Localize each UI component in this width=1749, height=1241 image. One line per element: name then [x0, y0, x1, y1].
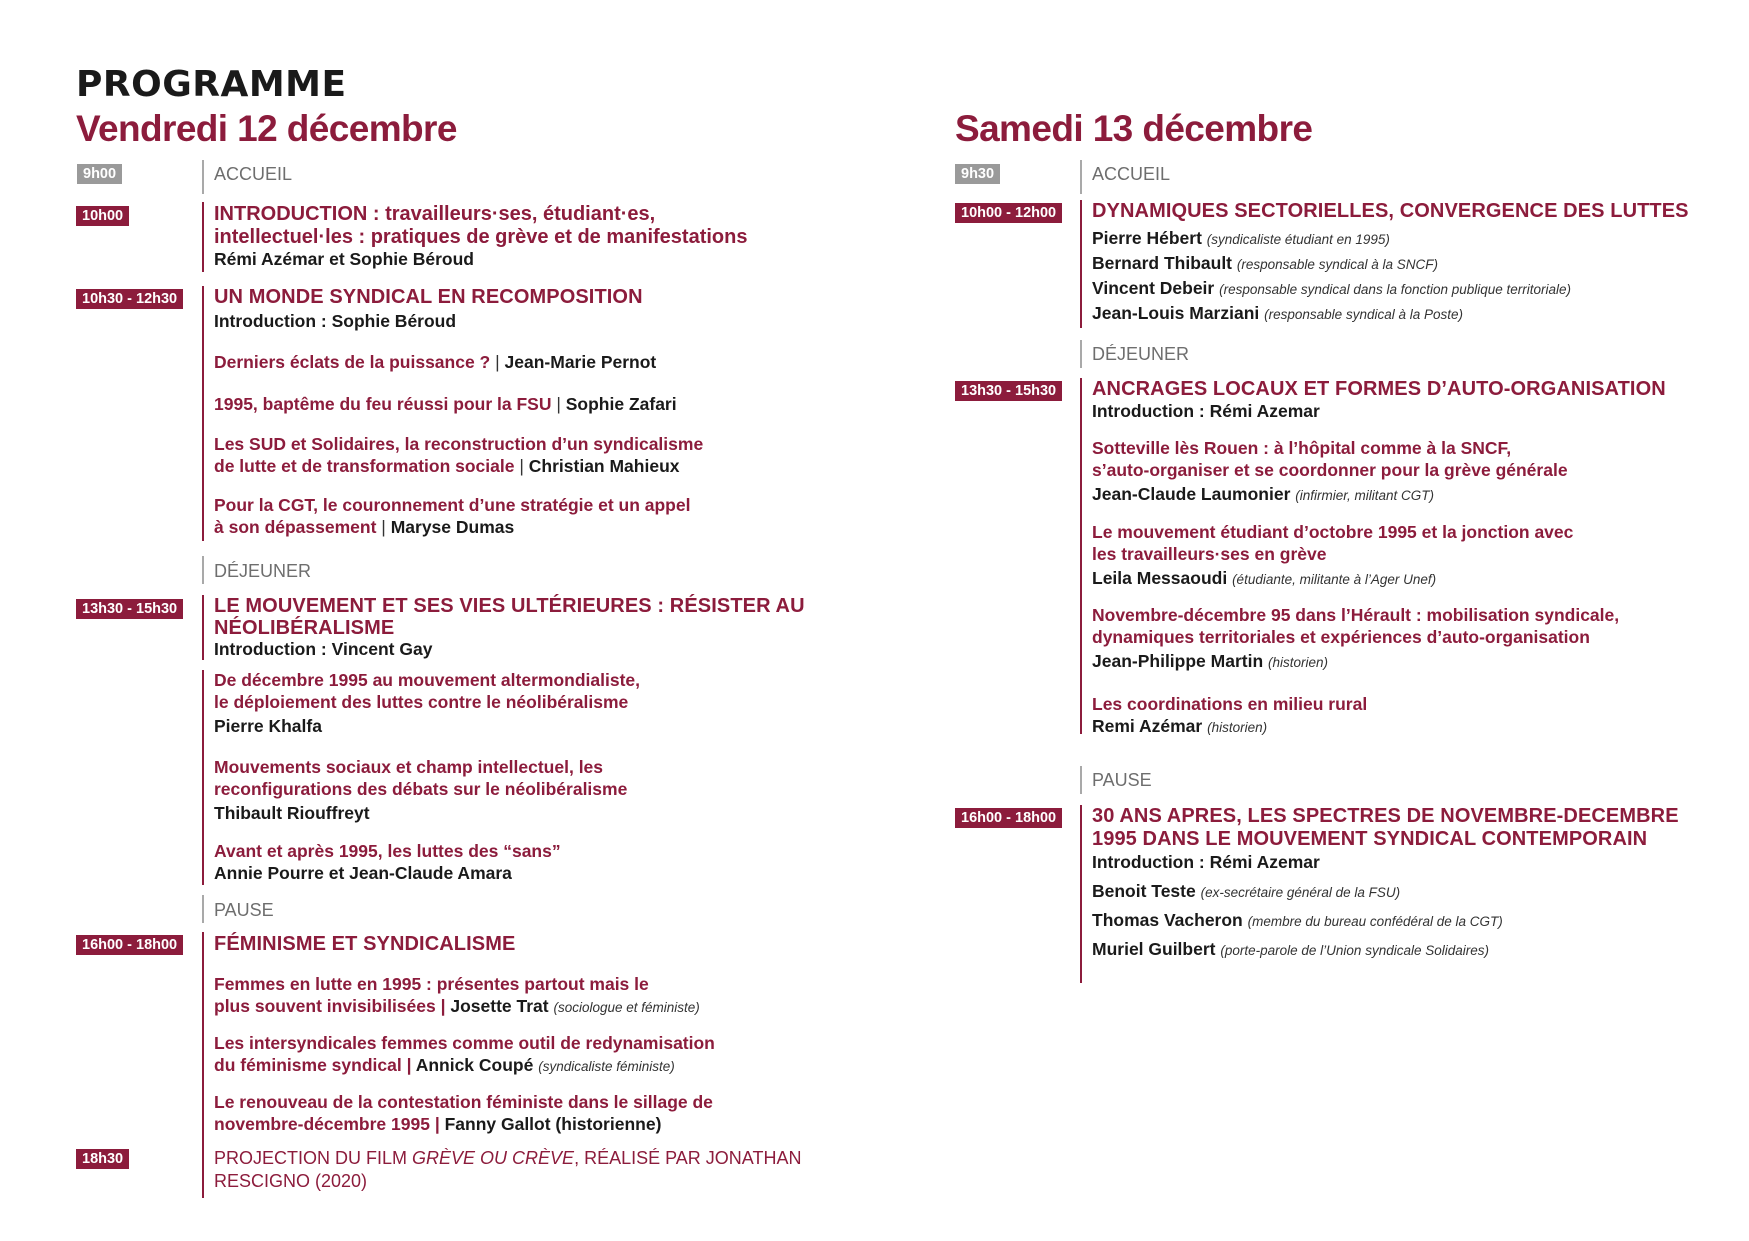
talk-title: à son dépassement | Maryse Dumas: [214, 517, 515, 537]
session-intro: Introduction : Vincent Gay: [214, 639, 433, 659]
participant-name: Jean-Claude Laumonier: [1092, 484, 1291, 504]
talk-speaker: Fanny Gallot (historienne): [444, 1114, 662, 1134]
talk-title: Derniers éclats de la puissance ? | Jean-Marie Pernot: [214, 352, 657, 372]
divider: [202, 670, 204, 885]
divider: [202, 895, 204, 923]
talk-speaker: Christian Mahieux: [528, 456, 680, 476]
talk-title: dynamiques territoriales et expériences d’auto-organisation: [1092, 627, 1590, 647]
participant-role: (responsable syndical à la SNCF): [1236, 257, 1438, 272]
talk-title: Le mouvement étudiant d’octobre 1995 et la jonction avec: [1092, 522, 1574, 542]
talk-speaker: Maryse Dumas: [390, 517, 515, 537]
session-title: NÉOLIBÉRALISME: [214, 617, 395, 639]
talk-title: du féminisme syndical | Annick Coupé (syndicaliste féministe): [214, 1055, 675, 1075]
participant-name: Muriel Guilbert: [1092, 939, 1216, 959]
participant-role: (syndicaliste étudiant en 1995): [1206, 232, 1390, 247]
talk-speaker: Jean-Marie Pernot: [504, 352, 657, 372]
talk-title: Le renouveau de la contestation féministe dans le sillage de: [214, 1092, 713, 1112]
time-badge: 9h00: [77, 164, 122, 184]
session-title: 1995 DANS LE MOUVEMENT SYNDICAL CONTEMPORAIN: [1092, 828, 1648, 850]
session-title: 30 ANS APRES, LES SPECTRES DE NOVEMBRE-DECEMBRE: [1092, 805, 1679, 827]
divider: [1080, 160, 1082, 194]
pause-label: PAUSE: [1092, 770, 1152, 790]
speaker-role: (syndicaliste féministe): [538, 1059, 675, 1074]
divider: [202, 1146, 204, 1198]
participant-role: (ex-secrétaire général de la FSU): [1200, 885, 1401, 900]
session-title: [214, 1147, 801, 1169]
divider: [202, 160, 204, 194]
participant-name: Jean-Louis Marziani: [1092, 303, 1260, 323]
divider: [1080, 378, 1082, 734]
session-intro: Introduction : Rémi Azemar: [1092, 852, 1320, 872]
talk-title: s’auto-organiser et se coordonner pour la grève générale: [1092, 460, 1568, 480]
session-title: RESCIGNO (2020): [214, 1171, 368, 1191]
lunch-label: DÉJEUNER: [1092, 344, 1190, 364]
page-title: PROGRAMME: [76, 64, 347, 105]
talk-title-text: à son dépassement: [214, 517, 377, 537]
participant-name: Remi Azémar: [1092, 716, 1203, 736]
film-title: GRÈVE OU CRÈVE: [412, 1148, 575, 1168]
participant-role: (porte-parole de l’Union syndicale Solidaires): [1220, 943, 1489, 958]
participant-name: Bernard Thibault: [1092, 253, 1233, 273]
participant: [1092, 881, 1400, 903]
time-badge: 10h00 - 12h00: [955, 203, 1062, 223]
talk-title: Pour la CGT, le couronnement d’une stratégie et un appel: [214, 495, 691, 515]
participant-name: Thomas Vacheron: [1092, 910, 1243, 930]
talk-speaker: Annick Coupé: [415, 1055, 534, 1075]
accueil-label: ACCUEIL: [214, 164, 293, 184]
talk-title: Les coordinations en milieu rural: [1092, 694, 1368, 714]
time-badge: 13h30 - 15h30: [955, 381, 1062, 401]
divider: [202, 595, 204, 660]
session-title: DYNAMIQUES SECTORIELLES, CONVERGENCE DES LUTTES: [1092, 200, 1689, 222]
saturday-heading: Samedi 13 décembre: [955, 108, 1313, 149]
talk-title: Avant et après 1995, les luttes des “sans”: [214, 841, 561, 861]
participant-role: (membre du bureau confédéral de la CGT): [1247, 914, 1503, 929]
session-intro: Introduction : Sophie Béroud: [214, 311, 457, 331]
participant: [1092, 910, 1503, 932]
talk-title: Femmes en lutte en 1995 : présentes partout mais le: [214, 974, 649, 994]
friday-heading: Vendredi 12 décembre: [76, 108, 457, 149]
participant: [1092, 278, 1571, 300]
participant: [1092, 228, 1390, 250]
time-badge: 10h30 - 12h30: [76, 289, 183, 309]
session-intro: Introduction : Rémi Azemar: [1092, 401, 1320, 421]
session-title: UN MONDE SYNDICAL EN RECOMPOSITION: [214, 286, 643, 308]
talk-title-text: plus souvent invisibilisées: [214, 996, 436, 1016]
divider: [1080, 340, 1082, 368]
talk-title: reconfigurations des débats sur le néolibéralisme: [214, 779, 628, 799]
talk-speaker: Pierre Khalfa: [214, 716, 322, 736]
talk-speaker: [1092, 568, 1436, 590]
talk-speaker: Thibault Riouffreyt: [214, 803, 370, 823]
speaker-role: (sociologue et féministe): [553, 1000, 700, 1015]
talk-title: de lutte et de transformation sociale | Christian Mahieux: [214, 456, 680, 476]
talk-title: Novembre-décembre 95 dans l’Hérault : mobilisation syndicale,: [1092, 605, 1620, 625]
talk-title-text: Derniers éclats de la puissance ?: [214, 352, 491, 372]
participant-role: (responsable syndical dans la fonction publique territoriale): [1219, 282, 1572, 297]
time-badge: 18h30: [76, 1149, 129, 1169]
participant-name: Vincent Debeir: [1092, 278, 1215, 298]
talk-title: 1995, baptême du feu réussi pour la FSU | Sophie Zafari: [214, 394, 677, 414]
session-title: INTRODUCTION : travailleurs·ses, étudiant·es,: [214, 203, 656, 225]
participant: [1092, 939, 1489, 961]
divider: [1080, 766, 1082, 794]
projection-text: PROJECTION DU FILM: [214, 1148, 413, 1168]
session-title: intellectuel·les : pratiques de grève et de manifestations: [214, 226, 748, 248]
divider: [1080, 200, 1082, 328]
projection-text: , RÉALISÉ PAR JONATHAN: [574, 1148, 802, 1168]
talk-title: De décembre 1995 au mouvement altermondialiste,: [214, 670, 640, 690]
lunch-label: DÉJEUNER: [214, 561, 312, 581]
talk-title: novembre-décembre 1995 | Fanny Gallot (historienne): [214, 1114, 662, 1134]
time-badge: 10h00: [76, 206, 129, 226]
participant-role: (étudiante, militante à l’Ager Unef): [1232, 572, 1437, 587]
participant-role: (responsable syndical à la Poste): [1264, 307, 1463, 322]
talk-title: Les intersyndicales femmes comme outil de redynamisation: [214, 1033, 715, 1053]
divider: [1080, 805, 1082, 983]
divider: [202, 286, 204, 541]
talk-title: plus souvent invisibilisées | Josette Trat (sociologue et féministe): [214, 996, 700, 1016]
talk-title: Sotteville lès Rouen : à l’hôpital comme à la SNCF,: [1092, 438, 1512, 458]
pause-label: PAUSE: [214, 900, 274, 920]
participant-name: Benoit Teste: [1092, 881, 1196, 901]
talk-speaker: [1092, 716, 1267, 738]
participant-role: (historien): [1207, 720, 1268, 735]
participant: [1092, 253, 1438, 275]
talk-title-text: de lutte et de transformation sociale: [214, 456, 515, 476]
session-title: FÉMINISME ET SYNDICALISME: [214, 933, 516, 955]
divider: [202, 556, 204, 584]
talk-title-text: novembre-décembre 1995: [214, 1114, 430, 1134]
talk-title: Mouvements sociaux et champ intellectuel, les: [214, 757, 604, 777]
session-title: LE MOUVEMENT ET SES VIES ULTÉRIEURES : RÉSISTER AU: [214, 595, 805, 617]
time-badge: 16h00 - 18h00: [955, 808, 1062, 828]
talk-speaker: [1092, 651, 1328, 673]
time-badge: 9h30: [955, 164, 1000, 184]
session-title: ANCRAGES LOCAUX ET FORMES D’AUTO-ORGANISATION: [1092, 378, 1666, 400]
time-badge: 16h00 - 18h00: [76, 935, 183, 955]
divider: [202, 202, 204, 272]
participant-name: Leila Messaoudi: [1092, 568, 1228, 588]
accueil-label: ACCUEIL: [1092, 164, 1171, 184]
talk-title-text: du féminisme syndical: [214, 1055, 402, 1075]
talk-speaker: Sophie Zafari: [565, 394, 677, 414]
time-badge: 13h30 - 15h30: [76, 599, 183, 619]
talk-title-text: 1995, baptême du feu réussi pour la FSU: [214, 394, 552, 414]
divider: [202, 932, 204, 1152]
talk-speaker: Josette Trat: [450, 996, 549, 1016]
talk-title: les travailleurs·ses en grève: [1092, 544, 1327, 564]
talk-title: Les SUD et Solidaires, la reconstruction d’un syndicalisme: [214, 434, 704, 454]
participant-name: Jean-Philippe Martin: [1092, 651, 1264, 671]
talk-speaker: [1092, 484, 1434, 506]
speakers: Rémi Azémar et Sophie Béroud: [214, 249, 474, 269]
participant-role: (infirmier, militant CGT): [1295, 488, 1435, 503]
participant-role: (historien): [1268, 655, 1329, 670]
talk-title: le déploiement des luttes contre le néolibéralisme: [214, 692, 629, 712]
participant-name: Pierre Hébert: [1092, 228, 1202, 248]
talk-speaker: Annie Pourre et Jean-Claude Amara: [214, 863, 512, 883]
participant: [1092, 303, 1463, 325]
